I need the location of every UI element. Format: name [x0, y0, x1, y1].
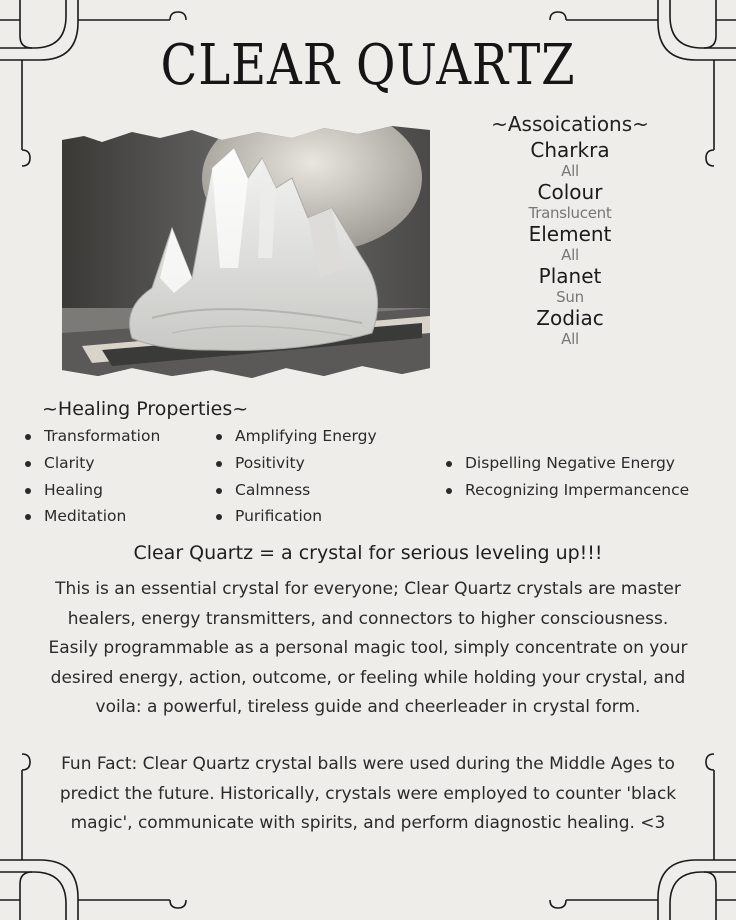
list-item: Meditation — [22, 503, 160, 530]
list-item: Calmness — [213, 477, 377, 504]
fun-fact-paragraph: Fun Fact: Clear Quartz crystal balls were used during the Middle Ages to predict the future. Historically, crystals were employed to counter 'black magic', communicate with spirits, and perform diagnostic healing. <3 — [59, 754, 677, 833]
association-charkra — [470, 138, 670, 180]
list-item: Dispelling Negative Energy — [443, 450, 689, 477]
healing-list-column-2 — [213, 423, 377, 530]
list-item: Positivity — [213, 450, 377, 477]
association-value: All — [561, 162, 579, 180]
description-paragraph: This is an essential crystal for everyone; Clear Quartz crystals are master healers, energy transmitters, and connectors to higher consciousness. Easily programmable as a personal magic tool, simply concentrate on your desired energy, action, outcome, or feeling while holding your crystal, and voila: a powerful, tireless guide and cheerleader in crystal form. — [48, 579, 688, 717]
healing-properties-heading: ~Healing Properties~ — [42, 398, 249, 420]
association-element — [470, 222, 670, 264]
association-value: Sun — [556, 288, 584, 306]
association-value: All — [561, 330, 579, 348]
associations-panel — [470, 110, 670, 348]
page-title: CLEAR QUARTZ — [160, 33, 576, 98]
association-value: Translucent — [528, 204, 612, 222]
associations-heading: ~Assoications~ — [491, 112, 649, 136]
list-item: Recognizing Impermancence — [443, 477, 689, 504]
list-item: Clarity — [22, 450, 160, 477]
association-value: All — [561, 246, 579, 264]
list-item: Amplifying Energy — [213, 423, 377, 450]
association-key: Charkra — [530, 138, 610, 162]
list-item: Healing — [22, 477, 160, 504]
association-key: Colour — [537, 180, 603, 204]
association-zodiac — [470, 306, 670, 348]
association-key: Zodiac — [536, 306, 604, 330]
crystal-photo — [62, 118, 430, 380]
association-colour — [470, 180, 670, 222]
healing-list-column-1 — [22, 423, 160, 530]
association-key: Planet — [538, 264, 602, 288]
association-planet — [470, 264, 670, 306]
tagline: Clear Quartz = a crystal for serious leveling up!!! — [133, 542, 603, 564]
association-key: Element — [528, 222, 612, 246]
healing-list-column-3 — [443, 450, 689, 504]
list-item: Purification — [213, 503, 377, 530]
list-item: Transformation — [22, 423, 160, 450]
